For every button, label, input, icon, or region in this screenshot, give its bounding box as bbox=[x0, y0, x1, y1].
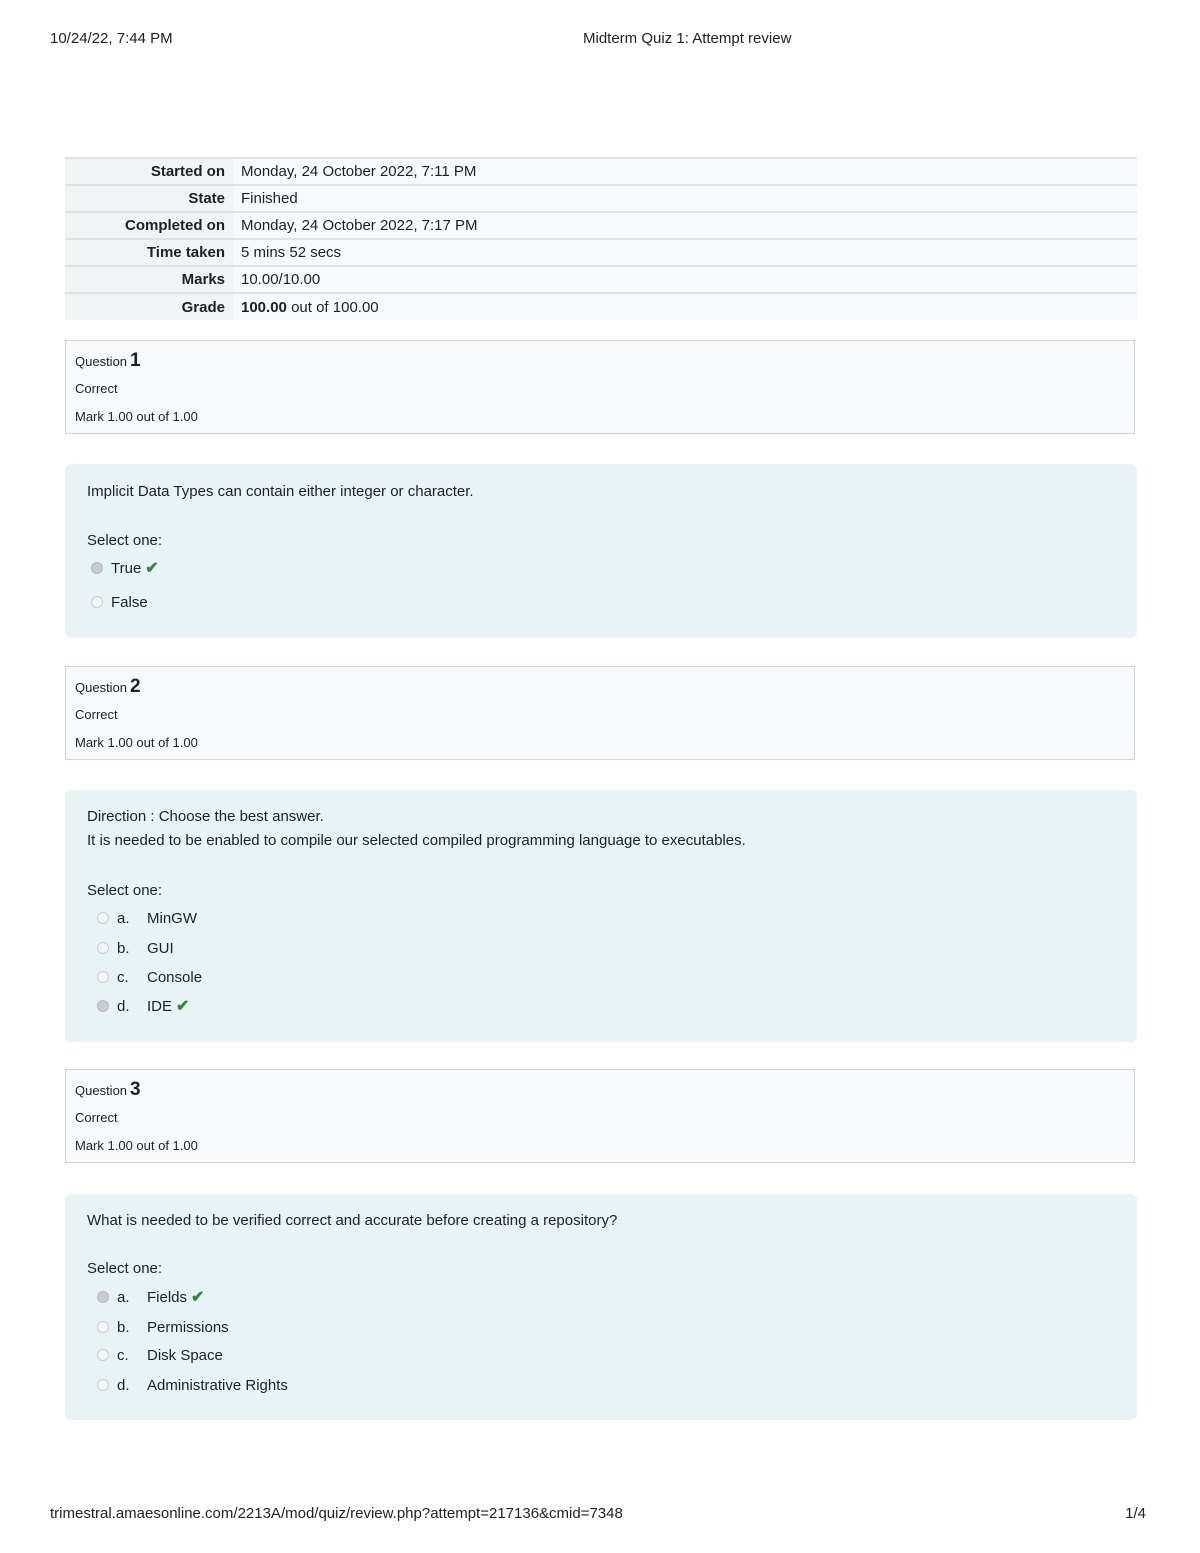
question-text bbox=[87, 480, 474, 504]
summary-value: Monday, 24 October 2022, 7:11 PM bbox=[233, 158, 1137, 185]
summary-label: Started on bbox=[65, 158, 233, 185]
option-letter: d. bbox=[117, 1376, 130, 1394]
question-text-line: What is needed to be verified correct and accurate before creating a repository? bbox=[87, 1212, 618, 1229]
select-prompt: Select one: bbox=[87, 1260, 163, 1277]
question-number bbox=[75, 676, 141, 698]
question-mark: Mark 1.00 out of 1.00 bbox=[75, 735, 198, 750]
answer-option[interactable] bbox=[97, 1345, 223, 1365]
answer-option[interactable] bbox=[91, 558, 159, 578]
question-number-value: 3 bbox=[130, 1079, 141, 1100]
question-text-line: Direction : Choose the best answer. bbox=[87, 808, 324, 825]
question-number-value: 1 bbox=[130, 350, 141, 371]
radio-button[interactable] bbox=[97, 1000, 109, 1012]
attempt-summary-table bbox=[65, 157, 1137, 320]
option-letter: c. bbox=[117, 968, 129, 986]
answer-text: IDE bbox=[147, 997, 173, 1015]
checkmark-icon: ✔ bbox=[145, 560, 159, 577]
question-text bbox=[87, 1209, 617, 1233]
option-letter: a. bbox=[117, 1288, 130, 1306]
question-number bbox=[75, 1079, 141, 1101]
summary-value: 10.00/10.00 bbox=[233, 266, 1137, 293]
option-letter: c. bbox=[117, 1346, 129, 1364]
question-state: Correct bbox=[75, 1110, 118, 1125]
radio-button[interactable] bbox=[91, 562, 103, 574]
summary-row bbox=[65, 266, 1137, 293]
page-number: 1/4 bbox=[1125, 1505, 1146, 1522]
summary-row bbox=[65, 212, 1137, 239]
summary-label: Grade bbox=[65, 293, 233, 320]
answer-option[interactable] bbox=[97, 1287, 204, 1307]
summary-label: Completed on bbox=[65, 212, 233, 239]
question-label: Question bbox=[75, 354, 128, 369]
question-text bbox=[87, 805, 746, 853]
answer-option[interactable] bbox=[97, 1317, 229, 1337]
summary-value: Finished bbox=[233, 185, 1137, 212]
print-datetime: 10/24/22, 7:44 PM bbox=[50, 30, 173, 47]
summary-row bbox=[65, 185, 1137, 212]
question-info-2 bbox=[65, 666, 1135, 760]
answer-option[interactable] bbox=[97, 938, 174, 958]
summary-value bbox=[233, 293, 1137, 320]
summary-row bbox=[65, 239, 1137, 266]
answer-text: Permissions bbox=[147, 1318, 229, 1336]
answer-option[interactable] bbox=[97, 908, 197, 928]
answer-option[interactable] bbox=[97, 967, 202, 987]
answer-text: True bbox=[111, 559, 142, 577]
radio-button[interactable] bbox=[91, 596, 103, 608]
question-state: Correct bbox=[75, 707, 118, 722]
radio-button[interactable] bbox=[97, 942, 109, 954]
answer-text: Disk Space bbox=[147, 1346, 223, 1364]
question-info-3 bbox=[65, 1069, 1135, 1163]
answer-option[interactable] bbox=[91, 592, 148, 612]
radio-button[interactable] bbox=[97, 1321, 109, 1333]
checkmark-icon: ✔ bbox=[191, 1289, 205, 1306]
radio-button[interactable] bbox=[97, 1291, 109, 1303]
answer-text: Fields bbox=[147, 1288, 188, 1306]
radio-button[interactable] bbox=[97, 971, 109, 983]
grade-score: 100.00 bbox=[241, 298, 287, 316]
answer-text: Administrative Rights bbox=[147, 1376, 288, 1394]
checkmark-icon: ✔ bbox=[176, 998, 190, 1015]
answer-text: GUI bbox=[147, 939, 174, 957]
answer-option[interactable] bbox=[97, 1375, 288, 1395]
option-letter: d. bbox=[117, 997, 130, 1015]
summary-row-grade bbox=[65, 293, 1137, 320]
summary-value: Monday, 24 October 2022, 7:17 PM bbox=[233, 212, 1137, 239]
answer-text: Console bbox=[147, 968, 203, 986]
print-header bbox=[50, 30, 1150, 50]
answer-text: False bbox=[111, 593, 148, 611]
select-prompt: Select one: bbox=[87, 882, 163, 899]
question-text-line: Implicit Data Types can contain either integer or character. bbox=[87, 483, 474, 500]
option-letter: b. bbox=[117, 1318, 130, 1336]
select-prompt: Select one: bbox=[87, 532, 163, 549]
answer-text: MinGW bbox=[147, 909, 197, 927]
question-mark: Mark 1.00 out of 1.00 bbox=[75, 409, 198, 424]
question-content-3 bbox=[65, 1194, 1137, 1420]
question-number-value: 2 bbox=[130, 676, 141, 697]
question-mark: Mark 1.00 out of 1.00 bbox=[75, 1138, 198, 1153]
option-letter: a. bbox=[117, 909, 130, 927]
question-state: Correct bbox=[75, 381, 118, 396]
question-info-1 bbox=[65, 340, 1135, 434]
question-text-line: It is needed to be enabled to compile our selected compiled programming language to executables. bbox=[87, 832, 746, 849]
radio-button[interactable] bbox=[97, 912, 109, 924]
grade-out-of: out of 100.00 bbox=[291, 298, 379, 316]
radio-button[interactable] bbox=[97, 1349, 109, 1361]
question-label: Question bbox=[75, 680, 128, 695]
question-content-2 bbox=[65, 790, 1137, 1042]
radio-button[interactable] bbox=[97, 1379, 109, 1391]
summary-label: State bbox=[65, 185, 233, 212]
summary-label: Time taken bbox=[65, 239, 233, 266]
question-label: Question bbox=[75, 1083, 128, 1098]
summary-label: Marks bbox=[65, 266, 233, 293]
summary-row bbox=[65, 158, 1137, 185]
question-content-1 bbox=[65, 464, 1137, 638]
question-number bbox=[75, 350, 141, 372]
print-footer bbox=[50, 1505, 1146, 1525]
option-letter: b. bbox=[117, 939, 130, 957]
answer-option[interactable] bbox=[97, 996, 189, 1016]
print-url: trimestral.amaesonline.com/2213A/mod/quiz/review.php?attempt=217136&cmid=7348 bbox=[50, 1505, 623, 1522]
summary-value: 5 mins 52 secs bbox=[233, 239, 1137, 266]
print-title: Midterm Quiz 1: Attempt review bbox=[583, 30, 792, 47]
